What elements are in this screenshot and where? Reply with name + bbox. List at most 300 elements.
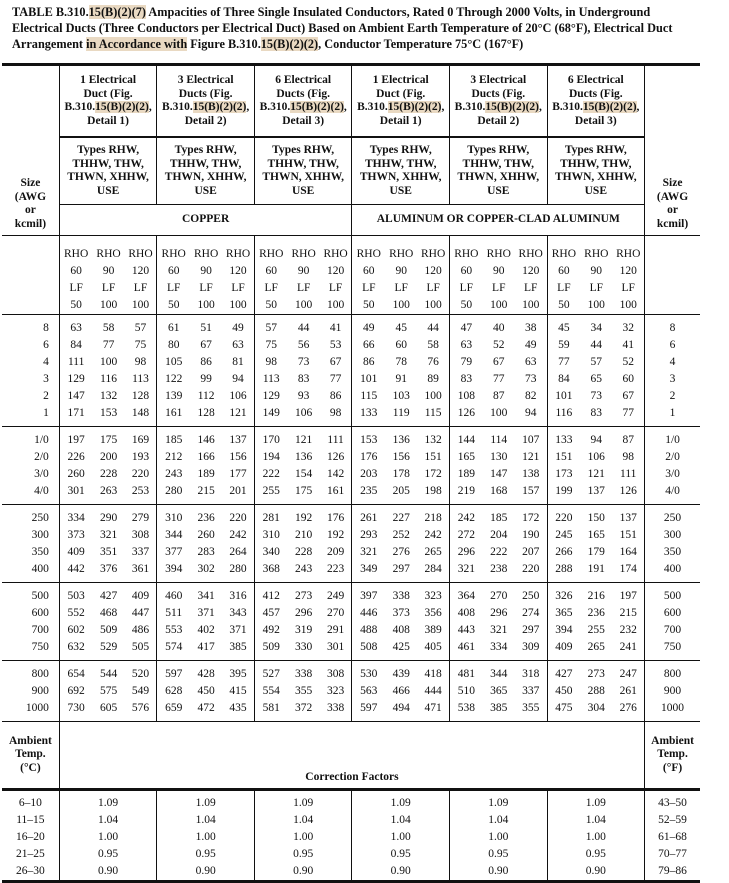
ampacity-value: 58 (417, 337, 449, 354)
ampacity-value: 128 (197, 407, 215, 419)
ampacity-value: 602 (67, 624, 85, 636)
ampacity-value: 63 (460, 339, 473, 351)
duct-detail-label: Detail 3) (282, 114, 325, 127)
conductor-size-right: 4 (669, 356, 676, 368)
ampacity-value: 156 (222, 449, 254, 466)
ampacity-value: 197 (612, 583, 644, 606)
rho-lf-cell: 90 (102, 265, 115, 277)
duct-column-header (547, 65, 645, 138)
duct-column-header (254, 65, 352, 138)
ampacity-value: 83 (590, 407, 603, 419)
ampacity-value: 220 (515, 561, 547, 583)
table-row (2, 466, 700, 483)
conductor-size-right: 2/0 (665, 451, 680, 463)
rho-lf-cell: 120 (222, 263, 254, 280)
ampacity-value: 280 (222, 561, 254, 583)
conductor-size: 600 (2, 605, 59, 622)
rho-lf-cell: 90 (493, 265, 505, 277)
ampacity-value: 427 (547, 661, 580, 684)
ampacity-value: 137 (612, 505, 644, 528)
rho-lf-cell: 120 (125, 263, 157, 280)
ampacity-value: 321 (360, 546, 378, 558)
size-header-line: kcmil) (14, 217, 47, 230)
ampacity-value: 274 (515, 605, 547, 622)
table-row (2, 427, 700, 450)
ampacity-value: 223 (320, 561, 352, 583)
ampacity-value: 228 (99, 468, 118, 480)
rho-lf-cell: LF (320, 280, 352, 297)
ampacity-value: 137 (222, 427, 254, 450)
duct-fig-label: Ducts (Fig. (471, 87, 526, 100)
rho-lf-cell: RHO (125, 236, 157, 264)
size-header-left (2, 65, 59, 236)
conductor-size: 800 (2, 661, 59, 684)
ampacity-value: 98 (320, 405, 352, 427)
ampacity-value: 93 (297, 390, 310, 402)
ampacity-value: 58 (92, 315, 124, 338)
ampacity-value: 61 (157, 315, 190, 338)
ampacity-value: 59 (558, 339, 570, 351)
duct-fig-label: Ducts (Fig. (568, 87, 623, 100)
ampacity-value: 238 (490, 563, 508, 575)
ambient-label-line: (°C) (20, 761, 41, 774)
ampacity-value: 276 (392, 546, 410, 558)
ampacity-value: 178 (392, 468, 410, 480)
ampacity-value: 79 (460, 356, 473, 368)
insulation-type-line: USE (291, 184, 315, 197)
ampacity-value: 575 (99, 685, 118, 697)
ampacity-value: 408 (457, 607, 475, 619)
size-header-line: (AWG (14, 190, 47, 203)
rho-lf-cell: RHO (288, 236, 320, 264)
ampacity-value: 106 (587, 451, 605, 463)
caption-prefix: TABLE B.310. (12, 5, 89, 19)
ampacity-value: 288 (587, 685, 605, 697)
ampacity-value: 112 (197, 390, 215, 402)
ampacity-value: 149 (262, 407, 280, 419)
caption-tail: , Conductor Temperature 75°C (167°F) (318, 37, 524, 51)
ampacity-value: 116 (100, 373, 117, 385)
ampacity-value: 659 (165, 702, 183, 714)
ampacity-value: 101 (555, 390, 573, 402)
ambient-label-line: Temp. (15, 748, 46, 761)
ampacity-value: 409 (555, 641, 573, 653)
header-row-ducts (2, 65, 700, 138)
correction-row (2, 812, 700, 829)
ampacity-value: 304 (587, 702, 605, 714)
ampacity-value: 310 (157, 505, 190, 528)
ampacity-value: 338 (320, 700, 352, 722)
ampacity-value: 260 (197, 529, 215, 541)
ampacity-value: 330 (295, 641, 313, 653)
conductor-size-right: 1000 (661, 702, 685, 714)
insulation-type-line: Types RHW, (174, 144, 237, 156)
ampacity-value: 34 (580, 315, 612, 338)
ampacity-value: 94 (580, 427, 612, 450)
correction-factor-value: 0.95 (157, 846, 255, 863)
ampacity-value: 412 (254, 583, 287, 606)
ampacity-value: 98 (612, 449, 644, 466)
duct-count-label: 3 Electrical (177, 74, 234, 86)
correction-factor-value: 1.04 (547, 812, 645, 829)
header-row-rho-lf (2, 263, 700, 280)
fig-ref-suffix: , (148, 101, 152, 113)
ampacity-value: 173 (555, 468, 573, 480)
ampacity-value: 385 (222, 639, 254, 661)
fig-ref-highlight: 15(B)(2)(2) (387, 101, 442, 113)
ampacity-value: 409 (125, 583, 157, 606)
correction-factor-value: 1.04 (59, 812, 157, 829)
size-spacer (645, 263, 700, 280)
rho-lf-cell: 60 (167, 265, 180, 277)
ampacity-value: 169 (125, 427, 157, 450)
ampacity-value: 77 (320, 371, 352, 388)
insulation-type-line: USE (96, 184, 120, 197)
ampacity-value: 247 (612, 661, 644, 684)
ampacity-value: 153 (99, 407, 118, 419)
ampacity-value: 494 (392, 702, 410, 714)
fig-ref-prefix: B.310. (454, 101, 486, 113)
ampacity-value: 99 (200, 373, 212, 385)
ampacity-value: 439 (385, 661, 417, 684)
conductor-size: 900 (2, 683, 59, 700)
conductor-size: 6 (2, 337, 59, 354)
rho-lf-cell: RHO (59, 236, 92, 264)
ampacity-value: 318 (515, 661, 547, 684)
insulation-types-header (547, 137, 645, 205)
rho-lf-cell: RHO (320, 236, 352, 264)
ampacity-value: 67 (320, 354, 352, 371)
ampacity-value: 261 (612, 683, 644, 700)
ampacity-value: 115 (360, 390, 378, 402)
correction-factor-value: 1.09 (352, 790, 450, 813)
ampacity-value: 76 (417, 354, 449, 371)
ampacity-value: 94 (222, 371, 254, 388)
ampacity-value: 409 (67, 546, 85, 558)
ampacity-value: 319 (295, 624, 313, 636)
rho-lf-cell: RHO (417, 236, 449, 264)
ampacity-value: 148 (125, 405, 157, 427)
ampacity-value: 316 (222, 583, 254, 606)
ampacity-value: 261 (352, 505, 385, 528)
ampacity-value: 103 (392, 390, 410, 402)
ampacity-value: 57 (590, 356, 603, 368)
conductor-size-right: 500 (645, 583, 700, 606)
ambient-temp-f: 52–59 (658, 814, 687, 826)
rho-lf-cell: 50 (363, 299, 375, 311)
ampacity-value: 321 (99, 529, 118, 541)
ampacity-value: 273 (580, 661, 612, 684)
ampacity-value: 226 (67, 451, 85, 463)
ampacity-value: 100 (490, 407, 508, 419)
ampacity-value: 73 (515, 371, 547, 388)
correction-row (2, 863, 700, 882)
ampacity-value: 116 (555, 407, 573, 419)
ampacity-value: 447 (125, 605, 157, 622)
duct-count-label: 6 Electrical (275, 74, 332, 86)
ampacity-value: 151 (555, 451, 573, 463)
ampacity-value: 153 (352, 427, 385, 450)
conductor-size: 300 (2, 527, 59, 544)
ampacity-value: 82 (515, 388, 547, 405)
ampacity-value: 53 (320, 337, 352, 354)
ampacity-value: 132 (417, 427, 449, 450)
ampacity-value: 263 (99, 485, 118, 497)
header-row-rho-lf (2, 236, 700, 264)
rho-lf-cell: 50 (70, 299, 82, 311)
rho-lf-cell: 100 (417, 297, 449, 315)
fig-ref-highlight: 15(B)(2)(2) (95, 101, 149, 113)
ampacity-value: 270 (483, 583, 515, 606)
ampacity-value: 199 (555, 485, 573, 497)
ampacity-value: 41 (612, 337, 644, 354)
correction-factor-value: 0.95 (59, 846, 157, 863)
conductor-size-right: 2 (669, 390, 676, 402)
ampacity-value: 165 (457, 451, 475, 463)
ampacity-value: 57 (254, 315, 287, 338)
ampacity-value: 435 (222, 700, 254, 722)
table-row (2, 388, 700, 405)
correction-header-row (2, 722, 700, 790)
ampacity-value: 60 (612, 371, 644, 388)
ampacity-value: 220 (125, 466, 157, 483)
ampacity-value: 427 (92, 583, 124, 606)
insulation-type-line: THHW, THW, (364, 157, 437, 170)
ampacity-value: 471 (417, 700, 449, 722)
ampacity-value: 730 (67, 702, 85, 714)
correction-factor-value: 1.04 (254, 812, 352, 829)
header-row-rho-lf (2, 297, 700, 315)
ampacity-value: 243 (165, 468, 183, 480)
ampacity-value: 75 (265, 339, 277, 351)
ampacity-value: 203 (360, 468, 378, 480)
ampacity-value: 321 (490, 624, 508, 636)
ampacity-value: 147 (67, 390, 85, 402)
ampacity-value: 692 (67, 685, 85, 697)
ampacity-value: 78 (395, 356, 407, 368)
correction-factor-value: 1.04 (352, 812, 450, 829)
ampacity-value: 428 (190, 661, 222, 684)
rho-lf-cell: 50 (460, 299, 473, 311)
ampacity-value: 200 (99, 451, 118, 463)
rho-lf-cell: RHO (157, 236, 190, 264)
conductor-size-right: 800 (645, 661, 700, 684)
ampacity-value: 343 (222, 605, 254, 622)
ampacity-value: 44 (417, 315, 449, 338)
ampacity-value: 57 (125, 315, 157, 338)
ampacity-value: 255 (587, 624, 605, 636)
correction-factor-value: 0.90 (352, 863, 450, 882)
header-row-material (2, 205, 700, 236)
conductor-size-right: 8 (645, 315, 700, 338)
table-row (2, 449, 700, 466)
rho-lf-cell: 60 (363, 265, 375, 277)
ampacity-value: 91 (395, 373, 407, 385)
ampacity-value: 338 (288, 661, 320, 684)
fig-ref-prefix: B.310. (357, 101, 388, 113)
ampacity-value: 488 (360, 624, 378, 636)
ampacity-value: 255 (262, 485, 280, 497)
duct-fig-label: Ducts (Fig. (178, 87, 233, 100)
ampacity-value: 111 (612, 466, 644, 483)
ambient-temp-c: 11–15 (2, 812, 59, 829)
ampacity-value: 111 (320, 427, 352, 450)
ampacity-value: 137 (587, 485, 605, 497)
ambient-temp-c-header (2, 722, 59, 790)
ampacity-value: 220 (222, 505, 254, 528)
ampacity-value: 147 (490, 468, 508, 480)
ampacity-value: 190 (515, 527, 547, 544)
ampacity-value: 192 (320, 527, 352, 544)
fig-ref-highlight: 15(B)(2)(2) (290, 101, 344, 113)
rho-lf-cell: LF (199, 282, 213, 294)
ampacity-value: 563 (360, 685, 378, 697)
fig-ref-prefix: B.310. (552, 101, 583, 113)
ampacity-value: 242 (222, 527, 254, 544)
fig-ref-highlight: 15(B)(2)(2) (485, 101, 539, 113)
ampacity-value: 252 (392, 529, 410, 541)
conductor-size: 4/0 (2, 483, 59, 505)
conductor-size-right: 400 (663, 563, 682, 575)
ampacity-value: 47 (450, 315, 483, 338)
ampacity-value: 44 (288, 315, 320, 338)
conductor-size-right: 3 (669, 373, 676, 385)
ampacity-value: 341 (190, 583, 222, 606)
table-row (2, 605, 700, 622)
ampacity-value: 185 (483, 505, 515, 528)
conductor-size: 2/0 (2, 449, 59, 466)
ampacity-value: 297 (515, 622, 547, 639)
ampacity-value: 201 (222, 483, 254, 505)
ampacity-value: 236 (190, 505, 222, 528)
ampacity-value: 509 (262, 641, 280, 653)
rho-lf-cell: LF (69, 282, 83, 294)
ampacity-value: 212 (165, 451, 183, 463)
ampacity-value: 249 (320, 583, 352, 606)
fig-ref-suffix: , (539, 101, 542, 113)
conductor-size-right: 1/0 (645, 427, 700, 450)
ampacity-value: 121 (288, 427, 320, 450)
ampacity-value: 364 (450, 583, 483, 606)
ampacity-value: 296 (457, 546, 475, 558)
ampacity-value: 138 (515, 466, 547, 483)
size-spacer (2, 263, 59, 280)
correction-factor-value: 0.90 (254, 863, 352, 882)
ampacity-value: 174 (612, 561, 644, 583)
fig-ref-prefix: B.310. (64, 101, 96, 113)
ampacity-value: 63 (515, 354, 547, 371)
duct-fig-ref (60, 101, 157, 115)
ampacity-value: 45 (547, 315, 580, 338)
insulation-type-line: Types RHW, (369, 144, 432, 156)
ambient-temp-c: 6–10 (2, 790, 59, 813)
insulation-type-line: THWN, XHHW, (554, 171, 637, 183)
ampacity-value: 119 (392, 407, 410, 419)
ampacity-value: 511 (165, 607, 183, 619)
ampacity-value: 281 (254, 505, 287, 528)
insulation-type-line: THHW, THW, (462, 157, 535, 170)
correction-factor-value: 1.09 (157, 790, 255, 813)
ampacity-value: 242 (417, 527, 449, 544)
fig-ref-highlight: 15(B)(2)(2) (192, 101, 247, 113)
ampacity-value: 368 (262, 563, 280, 575)
ampacity-value: 198 (417, 483, 449, 505)
ampacity-value: 86 (363, 356, 375, 368)
insulation-type-line: THHW, THW, (267, 157, 339, 170)
ampacity-value: 266 (555, 546, 573, 558)
header-row-types (2, 137, 700, 205)
insulation-type-line: THWN, XHHW, (67, 171, 149, 183)
ampacity-value: 113 (125, 371, 157, 388)
ampacity-value: 175 (92, 427, 124, 450)
ampacity-value: 227 (385, 505, 417, 528)
ampacity-value: 77 (558, 356, 570, 368)
ampacity-value: 349 (360, 563, 378, 575)
table-row (2, 505, 700, 528)
duct-count-label: 1 Electrical (80, 74, 137, 86)
ampacity-value: 450 (555, 685, 573, 697)
ambient-label-line: Ambient (651, 734, 694, 747)
caption-figure-prefix: Figure B.310. (187, 37, 261, 51)
ampacity-value: 544 (92, 661, 124, 684)
fig-ref-suffix: , (636, 101, 640, 113)
ampacity-value: 632 (67, 641, 85, 653)
caption-figure-ref-highlight: 15(B)(2)(2) (260, 37, 319, 51)
ampacity-value: 597 (360, 702, 378, 714)
insulation-type-line: USE (487, 184, 510, 197)
correction-factor-value: 1.00 (352, 829, 450, 846)
ampacity-value: 157 (515, 483, 547, 505)
rho-lf-cell: 100 (612, 297, 644, 315)
ampacity-value: 73 (297, 356, 310, 368)
ampacity-value: 505 (125, 639, 157, 661)
table-row (2, 527, 700, 544)
conductor-size-right: 600 (663, 607, 682, 619)
ampacity-value: 126 (320, 449, 352, 466)
ampacity-value: 67 (200, 339, 212, 351)
ampacity-value: 205 (392, 485, 410, 497)
ampacity-value: 105 (165, 356, 183, 368)
table-row (2, 683, 700, 700)
ampacity-value: 395 (222, 661, 254, 684)
table-row (2, 544, 700, 561)
ampacity-value: 209 (320, 544, 352, 561)
ampacity-value: 83 (297, 373, 310, 385)
ampacity-value: 45 (385, 315, 417, 338)
ampacity-value: 100 (417, 388, 449, 405)
ampacity-value: 552 (67, 607, 85, 619)
ampacity-value: 107 (515, 427, 547, 450)
ampacity-value: 356 (417, 605, 449, 622)
ampacity-value: 86 (320, 388, 352, 405)
ampacity-value: 49 (515, 337, 547, 354)
size-spacer (2, 280, 59, 297)
ampacity-value: 235 (360, 485, 378, 497)
ampacity-value: 121 (222, 405, 254, 427)
ampacity-value: 215 (197, 485, 215, 497)
ampacity-value: 49 (352, 315, 385, 338)
caption-table-ref-highlight: 15(B)(2)(7) (88, 5, 147, 19)
table-row (2, 661, 700, 684)
caption-highlight-accordance: in Accordance with (86, 37, 188, 51)
correction-factors-title: Correction Factors (59, 722, 644, 790)
ampacity-value: 250 (515, 583, 547, 606)
conductor-size: 3 (2, 371, 59, 388)
size-header-line: Size (662, 177, 683, 189)
ampacity-value: 344 (165, 529, 183, 541)
rho-lf-cell: LF (417, 280, 449, 297)
ampacity-value: 553 (165, 624, 183, 636)
